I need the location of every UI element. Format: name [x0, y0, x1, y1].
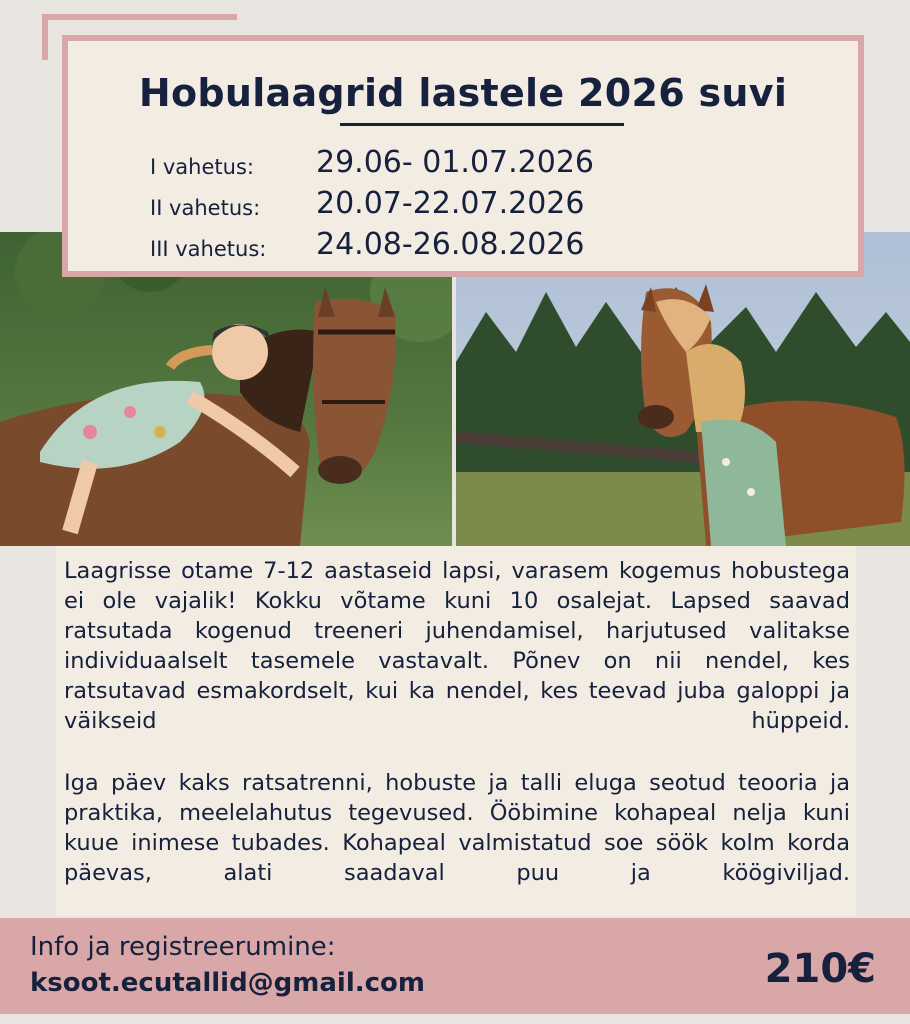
title-underline [340, 123, 624, 126]
session-label: I vahetus: [150, 155, 254, 179]
session-dates: 20.07-22.07.2026 [316, 186, 585, 221]
info-label: Info ja registreerumine: [30, 932, 336, 962]
session-label: III vahetus: [150, 237, 267, 261]
session-dates: 24.08-26.08.2026 [316, 227, 585, 262]
photo-girl-with-horse [452, 232, 910, 546]
description-paragraph-2: Iga päev kaks ratsatrenni, hobuste ja talli eluga seotud teooria ja praktika, meelelahutus tegevused. Ööbimine kohapeal nelja kuni kuue inimese tubades. Kohapeal valmistatud soe söök kolm korda päevas, alati saadaval puu ja köögiviljad. [64, 770, 850, 886]
photo-girl-hugging-horse-illustration [0, 232, 452, 546]
bottom-band [0, 1014, 910, 1024]
description-paragraph-1: Laagrisse otame 7-12 aastaseid lapsi, varasem kogemus hobustega ei ole vajalik! Kokku võtame kuni 10 osalejat. Lapsed saavad ratsutada kogenud treeneri juhendamisel, harjutused valitakse individuaalselt tasemele vastavalt. Põnev on nii nendel, kes ratsutavad esmakordselt, kui ka nendel, kes teevad juba galoppi ja väikseid hüppeid. [64, 558, 850, 734]
description-box [56, 546, 856, 916]
decorative-line-top [42, 14, 237, 20]
header-card [62, 35, 864, 277]
poster-title: Hobulaagrid lastele 2026 suvi [138, 71, 788, 115]
contact-email-link[interactable]: ksoot.ecutallid@gmail.com [30, 968, 425, 998]
price-label: 210€ [764, 946, 876, 992]
footer-bar [0, 918, 910, 1014]
photo-girl-hugging-horse [0, 232, 452, 546]
session-dates: 29.06- 01.07.2026 [316, 145, 595, 180]
session-label: II vahetus: [150, 196, 261, 220]
decorative-line-left [42, 14, 48, 60]
photo-strip [0, 232, 910, 546]
photo-girl-with-horse-illustration [456, 232, 910, 546]
